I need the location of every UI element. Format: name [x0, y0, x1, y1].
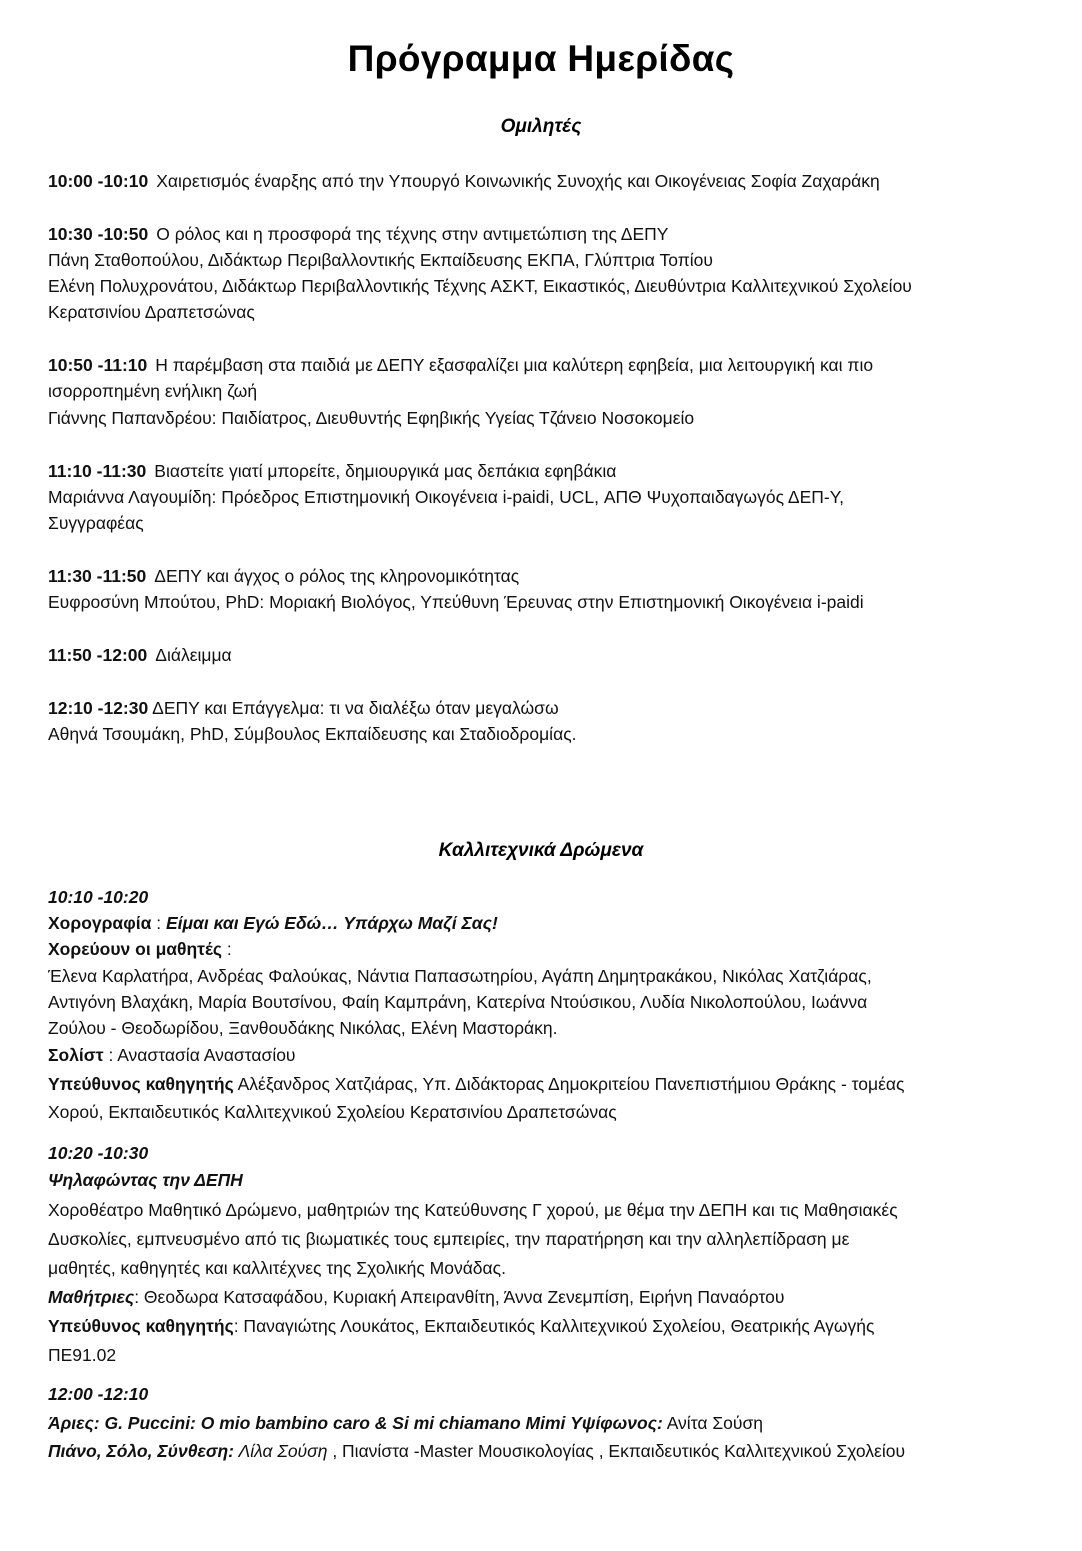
students-value: : Θεοδωρα Κατσαφάδου, Κυριακή Απειρανθίτη, Άννα Ζενεμπίση, Ειρήνη Παναόρτου — [134, 1287, 785, 1307]
session-topic: Ο ρόλος και η προσφορά της τέχνης στην αντιμετώπιση της ΔΕΠΥ — [156, 224, 669, 244]
speaker-session-2 — [48, 221, 668, 247]
teacher-label: Υπεύθυνος καθηγητής — [48, 1074, 234, 1094]
art-time: 12:00 -12:10 — [48, 1384, 149, 1404]
choreography-label: Χορογραφία — [48, 913, 152, 933]
piano-line — [48, 1438, 905, 1464]
speaker-line: Κερατσινίου Δραπετσώνας — [48, 302, 255, 322]
session-topic: Διάλειμμα — [155, 645, 232, 665]
choreography-line — [48, 910, 498, 936]
page-title: Πρόγραμμα Ημερίδας — [347, 38, 735, 79]
soprano-name: Ανίτα Σούση — [662, 1413, 763, 1433]
speaker-session-5 — [48, 563, 519, 589]
teacher-label: Υπεύθυνος καθηγητής — [48, 1316, 234, 1336]
session-time: 12:10 -12:30 — [48, 698, 149, 718]
teacher-value: Αλέξανδρος Χατζιάρας, Υπ. Διδάκτορας Δημοκριτείου Πανεπιστήμιου Θράκης - τομέας — [233, 1074, 905, 1094]
piano-label: Πιάνο, Σόλο, Σύνθεση: — [48, 1441, 235, 1461]
session-time: 11:30 -11:50 — [48, 566, 147, 586]
dancers-names: Έλενα Καρλατήρα, Ανδρέας Φαλούκας, Νάντια Παπασωτηρίου, Αγάπη Δημητρακάκου, Νικόλας Χατζιάρας, — [48, 966, 872, 986]
dancers-line — [48, 936, 232, 962]
session-time: 11:10 -11:30 — [48, 461, 147, 481]
teacher-line-2: Χορού, Εκπαιδευτικός Καλλιτεχνικού Σχολείου Κερατσινίου Δραπετσώνας — [48, 1102, 617, 1122]
speaker-line: Γιάννης Παπανδρέου: Παιδίατρος, Διευθυντής Εφηβικής Υγείας Τζάνειο Νοσοκομείο — [48, 408, 695, 428]
teacher-line-2: ΠΕ91.02 — [48, 1345, 117, 1365]
soloist-label: Σολίστ — [48, 1045, 104, 1065]
students-label: Μαθήτριες — [48, 1287, 135, 1307]
art-time: 10:20 -10:30 — [48, 1143, 149, 1163]
teacher-line — [48, 1313, 874, 1339]
session-topic: ΔΕΠΥ και Επάγγελμα: τι να διαλέξω όταν μεγαλώσω — [152, 698, 559, 718]
speaker-session-6 — [48, 642, 232, 668]
arias-label: Άριες: G. Puccini: O mio bambino caro & Si mi chiamano Mimi Υψίφωνος: — [48, 1413, 663, 1433]
speaker-line: ισορροπημένη ενήλικη ζωή — [48, 381, 258, 401]
dancers-label: Χορεύουν οι μαθητές — [48, 939, 222, 959]
dancers-sep: : — [221, 939, 232, 959]
session-time: 11:50 -12:00 — [48, 645, 148, 665]
speaker-line: Συγγραφέας — [48, 513, 144, 533]
teacher-value: : Παναγιώτης Λουκάτος, Εκπαιδευτικός Καλλιτεχνικού Σχολείου, Θεατρικής Αγωγής — [233, 1316, 875, 1336]
art-title: Ψηλαφώντας την ΔΕΠΗ — [48, 1170, 243, 1190]
speaker-session-4 — [48, 458, 616, 484]
soloist-value: : Αναστασία Αναστασίου — [103, 1045, 296, 1065]
pianist-name: Λίλα Σούση — [234, 1441, 328, 1461]
session-topic: ΔΕΠΥ και άγχος ο ρόλος της κληρονομικότητας — [154, 566, 520, 586]
art-description: Δυσκολίες, εμπνευσμένο από τις βιωματικές τους εμπειρίες, την παρατήρηση και την αλληλεπίδραση με — [48, 1229, 850, 1249]
art-time: 10:10 -10:20 — [48, 887, 149, 907]
speaker-line: Ελένη Πολυχρονάτου, Διδάκτωρ Περιβαλλοντικής Τέχνης ΑΣΚΤ, Εικαστικός, Διευθύντρια Καλλιτεχνικού Σχολείου — [48, 276, 912, 296]
speaker-line: Μαριάννα Λαγουμίδη: Πρόεδρος Επιστημονική Οικογένεια i-paidi, UCL, ΑΠΘ Ψυχοπαιδαγωγός ΔΕΠ-Υ, — [48, 487, 845, 507]
session-topic: Η παρέμβαση στα παιδιά με ΔΕΠΥ εξασφαλίζει μια καλύτερη εφηβεία, μια λειτουργική και πιο — [155, 355, 874, 375]
session-topic: Χαιρετισμός έναρξης από την Υπουργό Κοινωνικής Συνοχής και Οικογένειας Σοφία Ζαχαράκη — [156, 171, 880, 191]
dancers-names: Ζούλου - Θεοδωρίδου, Ξανθουδάκης Νικόλας, Ελένη Μαστοράκη. — [48, 1018, 558, 1038]
pianist-details: , Πιανίστα -Master Μουσικολογίας , Εκπαιδευτικός Καλλιτεχνικού Σχολείου — [327, 1441, 906, 1461]
speaker-session-3 — [48, 352, 873, 378]
speaker-line: Πάνη Σταθοπούλου, Διδάκτωρ Περιβαλλοντικής Εκπαίδευσης ΕΚΠΑ, Γλύπτρια Τοπίου — [48, 250, 713, 270]
session-topic: Βιαστείτε γιατί μπορείτε, δημιουργικά μας δεπάκια εφηβάκια — [154, 461, 617, 481]
students-line — [48, 1284, 784, 1310]
speaker-session-1 — [48, 168, 880, 194]
session-time: 10:00 -10:10 — [48, 171, 149, 191]
soloist-line — [48, 1042, 296, 1068]
speaker-line: Αθηνά Τσουμάκη, PhD, Σύμβουλος Εκπαίδευσης και Σταδιοδρομίας. — [48, 724, 577, 744]
choreography-sep: : — [151, 913, 166, 933]
session-time: 10:50 -11:10 — [48, 355, 148, 375]
art-description: Χοροθέατρο Μαθητικό Δρώμενο, μαθητριών της Κατεύθυνσης Γ χορού, με θέμα την ΔΕΠΗ και τις Μαθησιακές — [48, 1200, 898, 1220]
teacher-line — [48, 1071, 904, 1097]
arts-heading: Καλλιτεχνικά Δρώμενα — [438, 840, 644, 861]
arias-line — [48, 1410, 763, 1436]
choreography-title: Είμαι και Εγώ Εδώ… Υπάρχω Μαζί Σας! — [165, 913, 498, 933]
speaker-session-7 — [48, 695, 559, 721]
speakers-heading: Ομιλητές — [500, 116, 582, 137]
dancers-names: Αντιγόνη Βλαχάκη, Μαρία Βουτσίνου, Φαίη Καμπράνη, Κατερίνα Ντούσικου, Λυδία Νικολοπούλου, Ιωάννα — [48, 992, 868, 1012]
session-time: 10:30 -10:50 — [48, 224, 149, 244]
speaker-line: Ευφροσύνη Μπούτου, PhD: Μοριακή Βιολόγος, Υπεύθυνη Έρευνας στην Επιστημονική Οικογένεια i-paidi — [48, 592, 864, 612]
art-description: μαθητές, καθηγητές και καλλιτέχνες της Σχολικής Μονάδας. — [48, 1258, 506, 1278]
